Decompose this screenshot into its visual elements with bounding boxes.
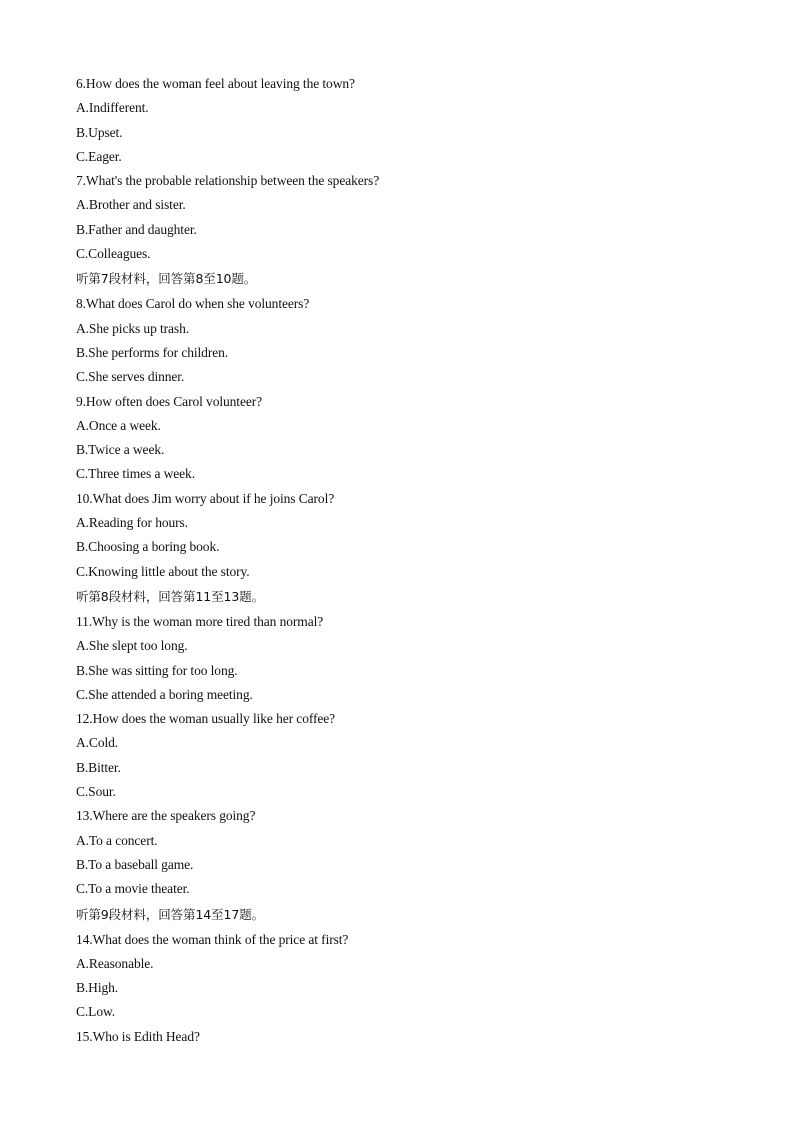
answer-option: B.To a baseball game. — [76, 856, 194, 872]
answer-option: B.High. — [76, 980, 119, 996]
question-text: 9.How often does Carol volunteer? — [76, 393, 263, 409]
question-text: 8.What does Carol do when she volunteers? — [76, 296, 310, 312]
answer-option: B.She performs for children. — [76, 344, 229, 360]
answer-option: C.Sour. — [76, 784, 116, 800]
answer-option: A.She picks up trash. — [76, 320, 190, 336]
answer-option: B.Choosing a boring book. — [76, 539, 220, 555]
answer-option: C.Three times a week. — [76, 466, 195, 482]
answer-option: C.To a movie theater. — [76, 881, 190, 897]
answer-option: C.Knowing little about the story. — [76, 563, 250, 579]
answer-option: C.She serves dinner. — [76, 369, 185, 385]
question-text: 13.Where are the speakers going? — [76, 808, 256, 824]
question-text: 12.How does the woman usually like her coffee? — [76, 711, 336, 727]
exam-page — [76, 72, 736, 1049]
answer-option: C.Colleagues. — [76, 246, 151, 262]
answer-option: C.Eager. — [76, 148, 122, 164]
answer-option: B.Twice a week. — [76, 442, 165, 458]
section-instruction: 听第7段材料，回答第8至10题。 — [76, 271, 257, 287]
answer-option: A.She slept too long. — [76, 638, 188, 654]
answer-option: C.She attended a boring meeting. — [76, 686, 253, 702]
question-text: 15.Who is Edith Head? — [76, 1028, 200, 1044]
answer-option: A.Once a week. — [76, 417, 161, 433]
section-instruction: 听第8段材料，回答第11至13题。 — [76, 588, 265, 604]
answer-option: A.Reading for hours. — [76, 515, 188, 531]
answer-option: B.Upset. — [76, 124, 123, 140]
question-text: 11.Why is the woman more tired than normal? — [76, 613, 324, 629]
answer-option: A.Cold. — [76, 735, 119, 751]
question-text: 14.What does the woman think of the price at first? — [76, 931, 349, 947]
answer-option: A.To a concert. — [76, 832, 158, 848]
section-instruction: 听第9段材料，回答第14至17题。 — [76, 906, 265, 922]
question-text: 7.What's the probable relationship between the speakers? — [76, 173, 380, 189]
answer-option: B.Bitter. — [76, 759, 121, 775]
answer-option: B.Father and daughter. — [76, 221, 197, 237]
answer-option: C.Low. — [76, 1004, 116, 1020]
answer-option: A.Indifferent. — [76, 100, 149, 116]
question-text: 10.What does Jim worry about if he joins Carol? — [76, 490, 335, 506]
question-text: 6.How does the woman feel about leaving the town? — [76, 76, 355, 91]
answer-option: A.Reasonable. — [76, 955, 154, 971]
answer-option: B.She was sitting for too long. — [76, 662, 238, 678]
answer-option: A.Brother and sister. — [76, 197, 186, 213]
